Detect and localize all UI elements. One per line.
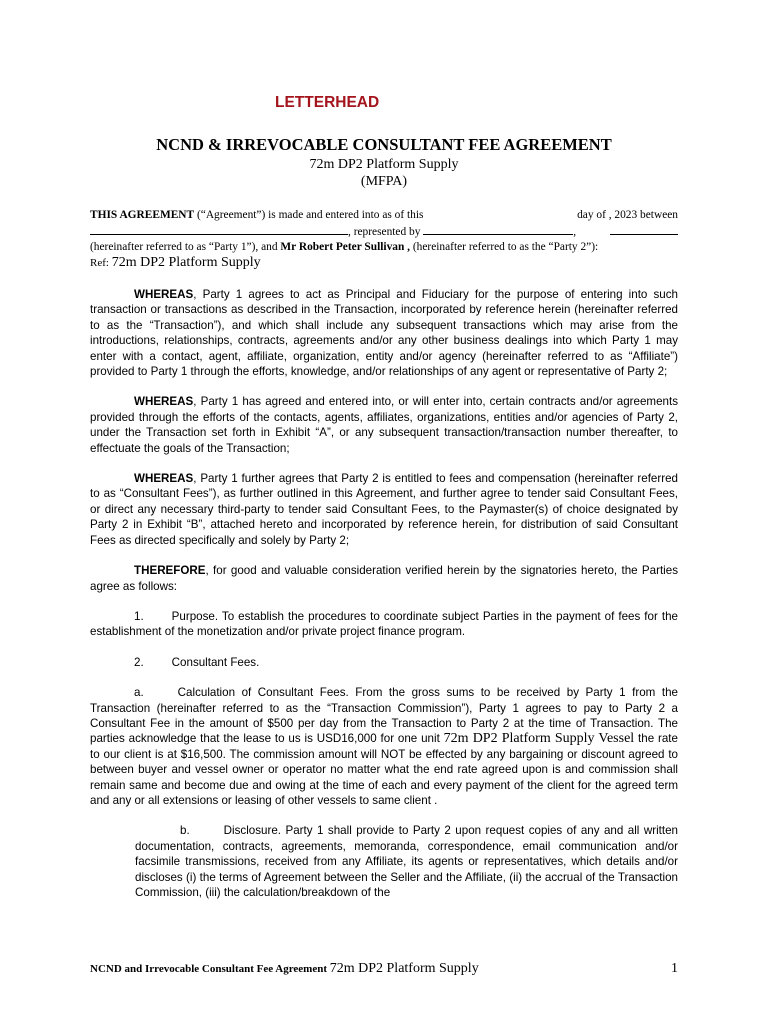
clause-2 (90, 655, 678, 670)
therefore-text: , for good and valuable consideration verified herein by the signatories hereto, the Parties agree as follows: (90, 564, 678, 593)
document-title: NCND & IRREVOCABLE CONSULTANT FEE AGREEMENT (156, 135, 612, 154)
intro-text-1b: day of , 2023 between (577, 209, 678, 221)
ref-label: Ref: (90, 257, 109, 269)
intro-text-1a: (“Agreement”) is made and entered into as of this (196, 209, 424, 221)
clause-2a-letter: a. (134, 686, 144, 700)
document-subtitle: 72m DP2 Platform Supply (309, 157, 459, 172)
whereas-text-3: , Party 1 further agrees that Party 2 is entitled to fees and compensation (hereinafter referred to as “Consultant Fees”), as further outlined in this Agreement, and further agree to tender said Consultant Fees, or direct any necessary third-party to tender said Consultant Fees, to the Paymaster(s) of choice designated by Party 2 in Exhibit “B”, attached hereto and incorporated by reference herein, for distribution of said Consultant Fees as directed specifically and solely by Party 2; (90, 472, 678, 547)
reference-line (90, 255, 678, 271)
document-acronym: (MFPA) (360, 174, 408, 189)
whereas-paragraph-3 (90, 471, 678, 548)
party1-blank (90, 223, 348, 235)
clause-2a (90, 685, 678, 808)
trailing-blank (610, 223, 678, 235)
clause-2a-text-3: the rate to our client is at $16,500. The commission amount will NOT be effected by any bargaining or discount agreed to between buyer and vessel owner or operator no matter what the end rate agreed upon is and commission shall remain same and become due and owing at the time of each and every payment of the client for the agreed term and any or all extensions or leasing of other vessels to same client . (90, 732, 678, 807)
intro-text-3a: (hereinafter referred to as “Party 1”), and (90, 241, 278, 253)
whereas-label: WHEREAS (134, 288, 194, 301)
clause-2b-text: Disclosure. Party 1 shall provide to Party 2 upon request copies of any and all written documentation, contracts, agreements, memoranda, correspondence, email communication and/or facsimile transmissions, received from any Affiliate, its agents or representatives, which details and/or discloses (i) the terms of Agreement between the Seller and the Affiliate, (ii) the accrual of the Transaction Commission, (iii) the calculation/breakdown of the (135, 824, 678, 899)
whereas-paragraph-2 (90, 394, 678, 456)
vessel-name: 72m DP2 Platform Supply Vessel (443, 731, 635, 747)
clause-1-text: Purpose. To establish the procedures to coordinate subject Parties in the payment of fees for the establishment of the monetization and/or private project finance program. (90, 609, 678, 639)
clause-2-number: 2. (134, 655, 144, 669)
intro-text-3b: (hereinafter referred to as the “Party 2”): (412, 241, 599, 253)
intro-block (90, 208, 678, 271)
letterhead: LETTERHEAD (275, 94, 380, 111)
intro-line-1 (90, 208, 678, 223)
intro-line-2 (90, 223, 678, 240)
clause-2b-letter: b. (180, 824, 190, 838)
whereas-paragraph-1 (90, 287, 678, 379)
therefore-paragraph (90, 563, 678, 594)
whereas-label: WHEREAS (134, 395, 194, 409)
clause-2-text: Consultant Fees. (171, 655, 260, 669)
clause-1-number: 1. (134, 609, 144, 623)
comma: , (573, 226, 577, 238)
footer-agreement-name: NCND and Irrevocable Consultant Fee Agreement (90, 963, 327, 975)
clause-1 (90, 609, 678, 640)
clause-2b (135, 823, 678, 900)
party2-name: Mr Robert Peter Sullivan , (280, 241, 410, 253)
ref-value: 72m DP2 Platform Supply (111, 255, 261, 270)
therefore-label: THEREFORE (134, 564, 206, 578)
page-number: 1 (671, 961, 678, 976)
agreement-body (90, 287, 678, 900)
clause-2a-text: Calculation of Consultant Fees. From the gross sums to be received by Party 1 from the Transaction (hereinafter referred to as the “Transaction Commission”), Party 1 agrees to pay to Party 2 a Consultant Fee in the amount of $500 per day from the Transaction to Party 2 at the time of Transaction. (90, 686, 678, 730)
page-footer (90, 961, 678, 977)
represented-by-text: , represented by (348, 226, 421, 238)
footer-title (90, 961, 479, 977)
whereas-text-1: , Party 1 agrees to act as Principal and Fiduciary for the purpose of entering into such transaction or transactions as described in the Transaction, incorporated by reference herein (hereinafter referred to as the “Transaction”), and which shall include any subsequent transactions which may arise from the introductions, relationships, contracts, agreements and/or any other business dealings into which Party 1 may enter with a contact, agent, affiliate, organization, entity and/or agency (hereinafter referred to as “Affiliate”) provided to Party 1 through the efforts, knowledge, and/or relationships of any agent or representative of Party 2; (90, 288, 678, 379)
intro-line-3 (90, 240, 678, 255)
whereas-text-2: , Party 1 has agreed and entered into, or will enter into, certain contracts and/or agreements provided through the efforts of the contacts, agents, affiliates, organizations, entities and/or agencies of Party 2, under the Transaction set forth in Exhibit “A”, or any subsequent transaction/transaction number thereafter, to effectuate the goals of the Transaction; (90, 395, 678, 455)
this-agreement-label: THIS AGREEMENT (90, 209, 195, 221)
clause-2a-text-2: The parties acknowledge that the lease to us is USD16,000 for one unit (90, 716, 678, 746)
footer-reference: 72m DP2 Platform Supply (329, 961, 479, 976)
representative-blank (423, 223, 573, 235)
whereas-label: WHEREAS (134, 472, 194, 486)
